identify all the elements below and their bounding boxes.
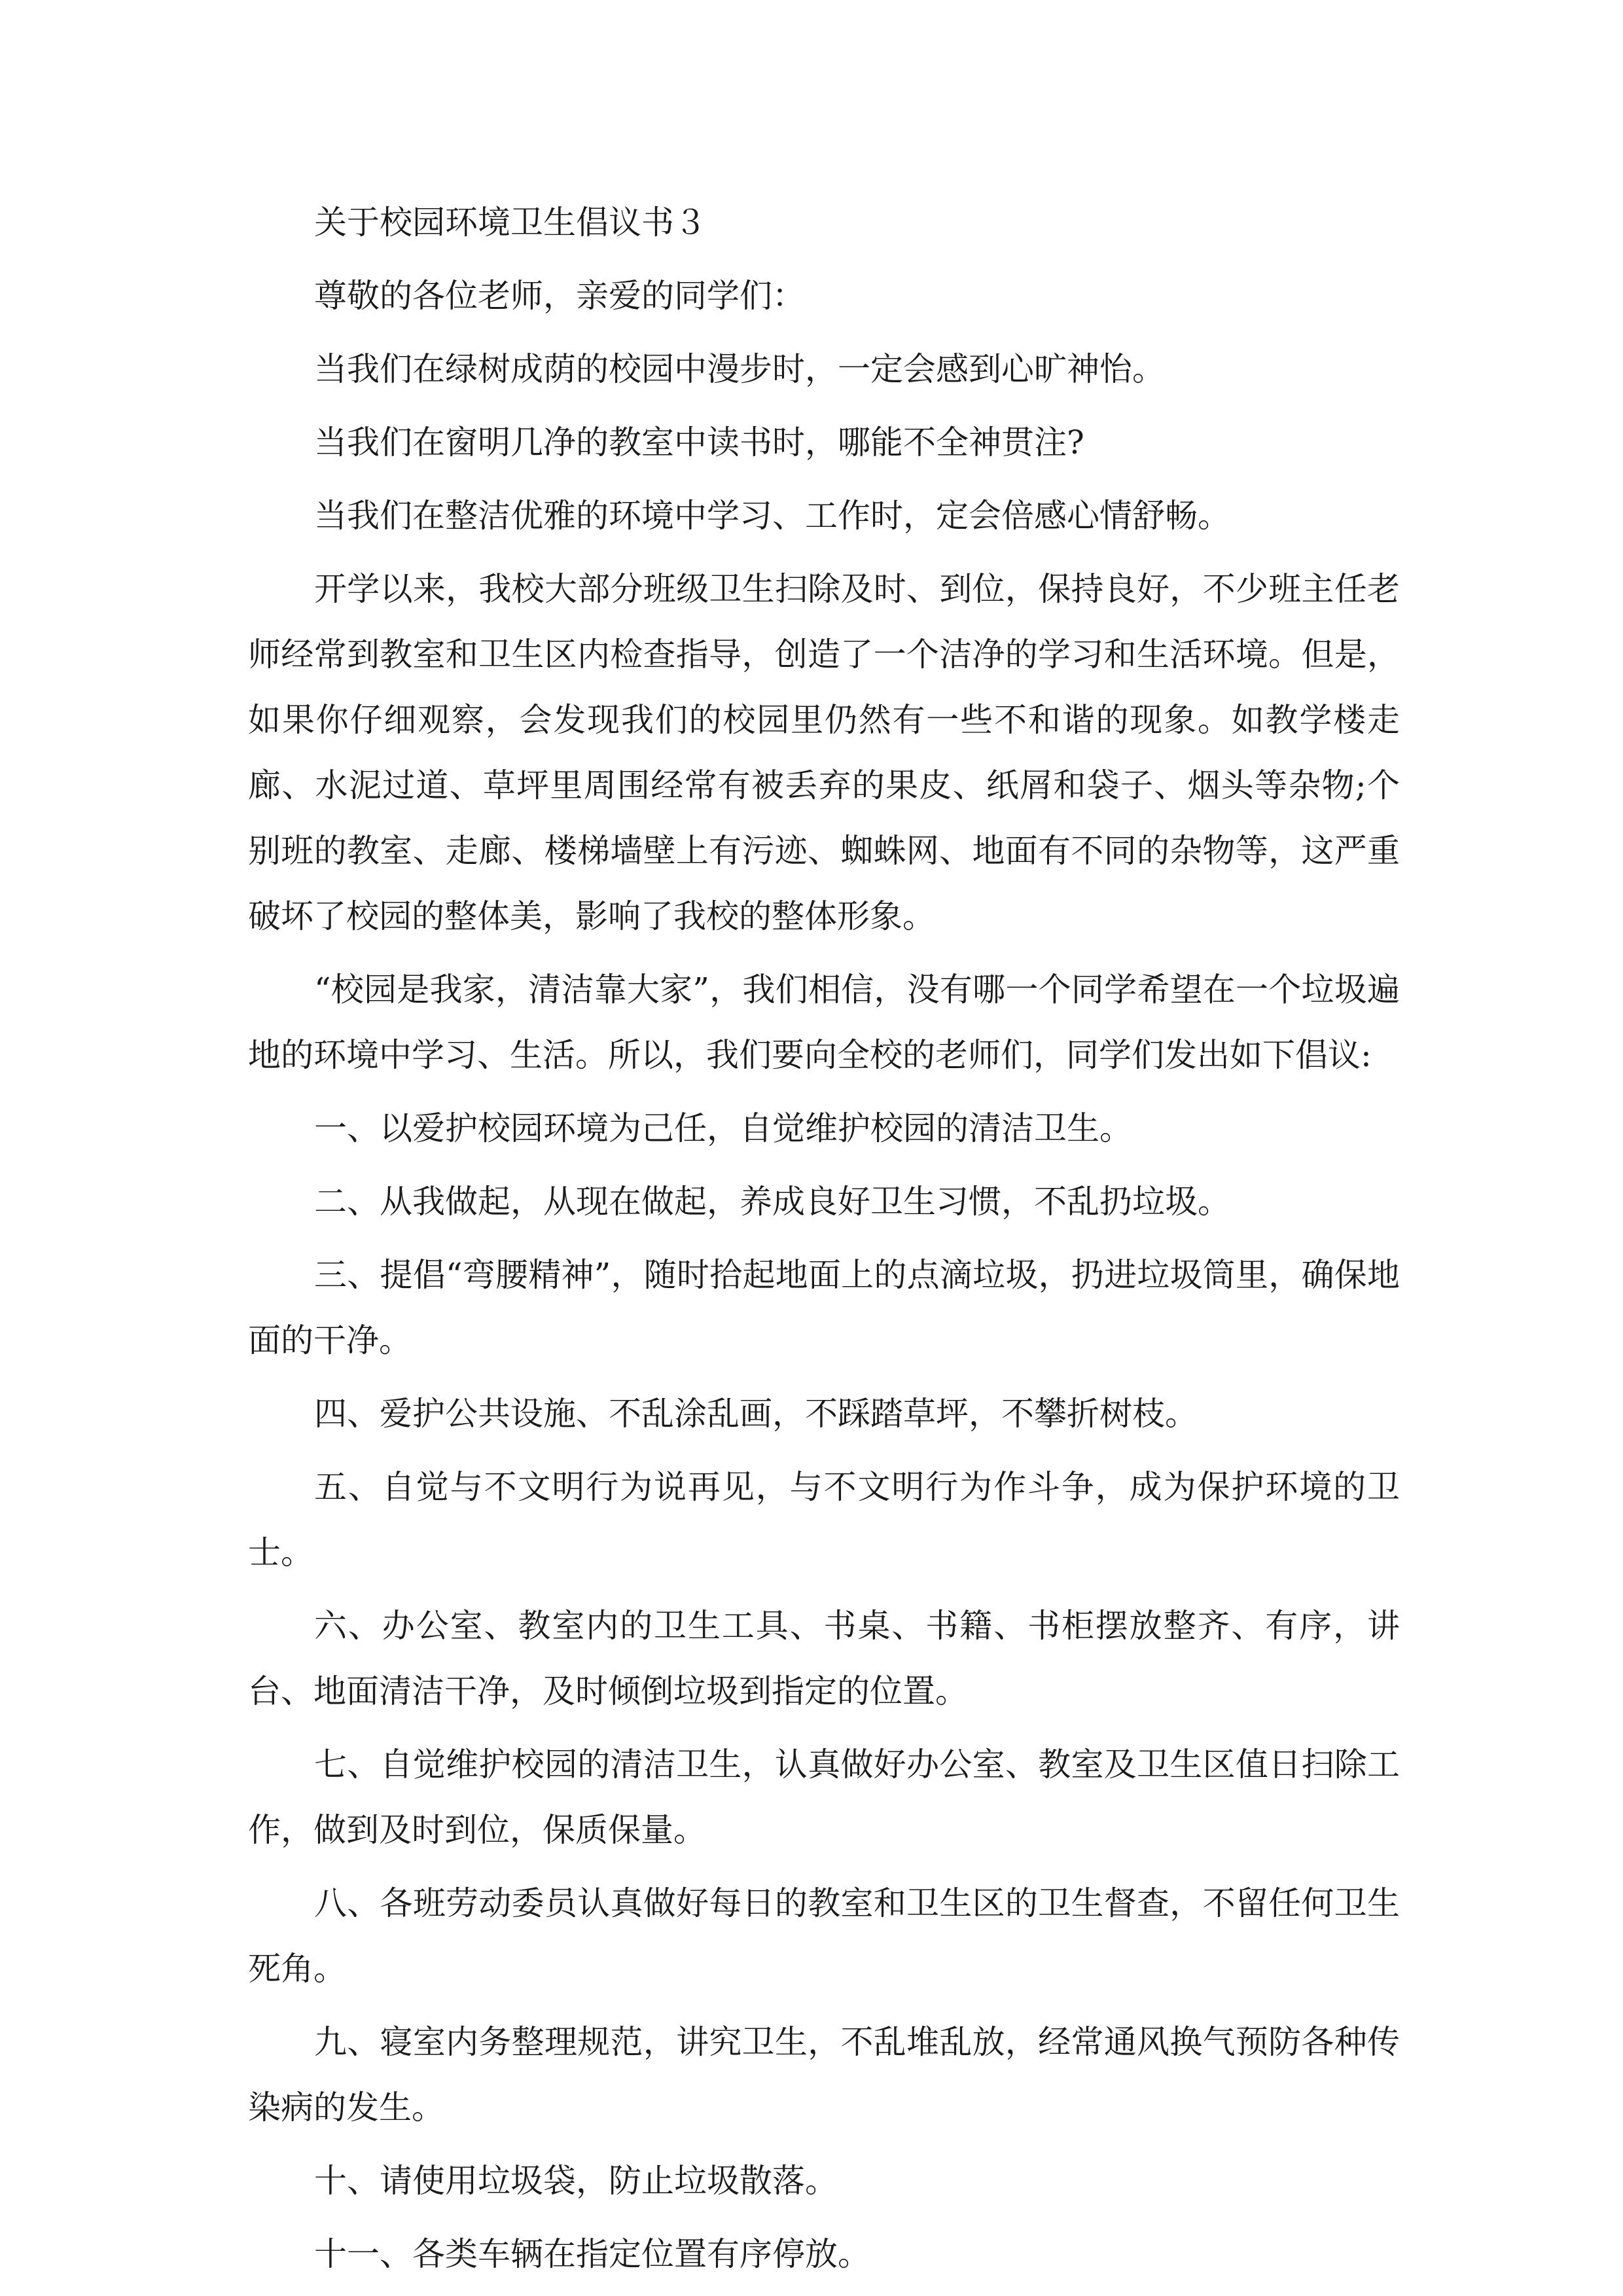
- proposal-item: 六、办公室、教室内的卫生工具、书桌、书籍、书柜摆放整齐、有序，讲台、地面清洁干净，及时倾倒垃圾到指定的位置。: [248, 1607, 1400, 1710]
- proposal-item: 四、爱护公共设施、不乱涂乱画，不踩踏草坪，不攀折树枝。: [314, 1395, 1198, 1433]
- proposal-item: 一、以爱护校园环境为己任，自觉维护校园的清洁卫生。: [314, 1109, 1132, 1147]
- proposal-item: 二、从我做起，从现在做起，养成良好卫生习惯，不乱扔垃圾。: [314, 1183, 1230, 1221]
- paragraph: 开学以来，我校大部分班级卫生扫除及时、到位，保持良好，不少班主任老师经常到教室和卫生区内检查指导，创造了一个洁净的学习和生活环境。但是，如果你仔细观察，会发现我们的校园里仍然有一些不和谐的现象。如教学楼走廊、水泥过道、草坪里周围经常有被丢弃的果皮、纸屑和袋子、烟头等杂物;个别班的教室、走廊、楼梯墙壁上有污迹、蜘蛛网、地面有不同的杂物等，这严重破坏了校园的整体美，影响了我校的整体形象。: [248, 570, 1400, 935]
- document-body: [248, 190, 1400, 2295]
- paragraph: 当我们在整洁优雅的环境中学习、工作时，定会倍感心情舒畅。: [314, 497, 1230, 535]
- document-title: 关于校园环境卫生倡议书３: [314, 204, 707, 242]
- proposal-item: 十一、各类车辆在指定位置有序停放。: [314, 2235, 870, 2273]
- proposal-item: 三、提倡“弯腰精神”，随时拾起地面上的点滴垃圾，扔进垃圾筒里，确保地面的干净。: [248, 1256, 1400, 1359]
- paragraph: 当我们在窗明几净的教室中读书时，哪能不全神贯注?: [314, 423, 1084, 461]
- proposal-item: 七、自觉维护校园的清洁卫生，认真做好办公室、教室及卫生区值日扫除工作，做到及时到位，保质保量。: [248, 1746, 1400, 1849]
- proposal-item: 八、各班劳动委员认真做好每日的教室和卫生区的卫生督查，不留任何卫生死角。: [248, 1884, 1400, 1988]
- proposal-item: 十、请使用垃圾袋，防止垃圾散落。: [314, 2162, 838, 2200]
- paragraph: 当我们在绿树成荫的校园中漫步时，一定会感到心旷神怡。: [314, 350, 1165, 388]
- proposal-item: 九、寝室内务整理规范，讲究卫生，不乱堆乱放，经常通风换气预防各种传染病的发生。: [248, 2023, 1400, 2126]
- paragraph: “校园是我家，清洁靠大家”，我们相信，没有哪一个同学希望在一个垃圾遍地的环境中学习、生活。所以，我们要向全校的老师们，同学们发出如下倡议:: [248, 971, 1400, 1074]
- proposal-item: 五、自觉与不文明行为说再见，与不文明行为作斗争，成为保护环境的卫士。: [248, 1468, 1400, 1571]
- salutation: 尊敬的各位老师，亲爱的同学们：: [314, 277, 805, 315]
